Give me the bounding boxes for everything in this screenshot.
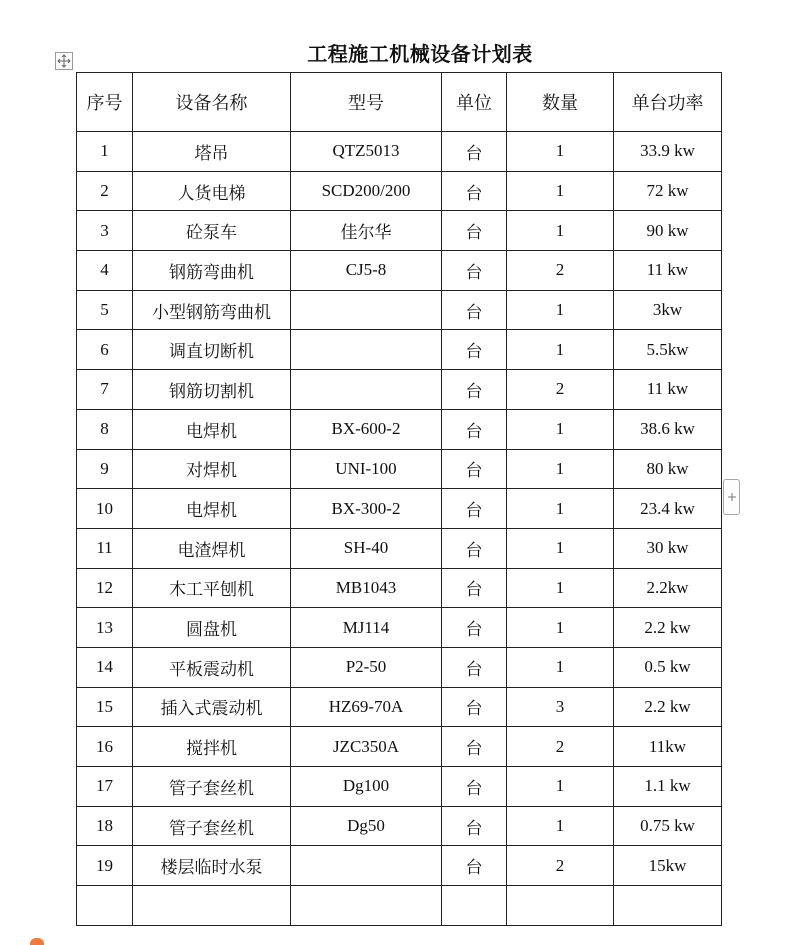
cell-name[interactable] (133, 886, 291, 926)
cell-name[interactable]: 搅拌机 (133, 727, 291, 767)
table-row (77, 687, 722, 727)
cell-power[interactable]: 11 kw (614, 370, 722, 410)
cell-qty[interactable]: 1 (507, 806, 614, 846)
cell-name[interactable]: 小型钢筋弯曲机 (133, 290, 291, 330)
cell-name[interactable]: 电焊机 (133, 409, 291, 449)
header-unit[interactable]: 单位 (442, 73, 507, 132)
cell-qty[interactable]: 1 (507, 647, 614, 687)
move-handle-icon (57, 54, 71, 68)
cell-unit[interactable]: 台 (442, 211, 507, 251)
cell-unit[interactable]: 台 (442, 568, 507, 608)
cell-name[interactable]: 砼泵车 (133, 211, 291, 251)
cell-name[interactable]: 管子套丝机 (133, 806, 291, 846)
cell-unit[interactable]: 台 (442, 290, 507, 330)
header-name[interactable]: 设备名称 (133, 73, 291, 132)
cell-no[interactable]: 5 (77, 290, 133, 330)
cell-power[interactable]: 2.2 kw (614, 687, 722, 727)
cell-qty[interactable]: 3 (507, 687, 614, 727)
header-power[interactable]: 单台功率 (614, 73, 722, 132)
table-row (77, 608, 722, 648)
table-row (77, 727, 722, 767)
cell-power[interactable] (614, 886, 722, 926)
header-qty[interactable]: 数量 (507, 73, 614, 132)
table-row (77, 647, 722, 687)
cell-model[interactable] (291, 886, 442, 926)
cell-qty[interactable]: 1 (507, 489, 614, 529)
table-row (77, 290, 722, 330)
table-row (77, 767, 722, 807)
cell-qty[interactable]: 1 (507, 528, 614, 568)
cell-unit[interactable]: 台 (442, 370, 507, 410)
cell-no[interactable]: 12 (77, 568, 133, 608)
cell-unit[interactable]: 台 (442, 608, 507, 648)
cell-model[interactable] (291, 290, 442, 330)
cell-power[interactable]: 72 kw (614, 171, 722, 211)
cell-no[interactable]: 7 (77, 370, 133, 410)
cell-name[interactable]: 塔吊 (133, 132, 291, 172)
cell-model[interactable]: BX-300-2 (291, 489, 442, 529)
cell-model[interactable]: CJ5-8 (291, 251, 442, 291)
cell-qty[interactable]: 1 (507, 449, 614, 489)
cell-model[interactable]: Dg100 (291, 767, 442, 807)
cell-model[interactable]: JZC350A (291, 727, 442, 767)
cell-name[interactable]: 管子套丝机 (133, 767, 291, 807)
cell-model[interactable]: BX-600-2 (291, 409, 442, 449)
table-row (77, 132, 722, 172)
cell-model[interactable] (291, 330, 442, 370)
table-row (77, 251, 722, 291)
cell-model[interactable]: Dg50 (291, 806, 442, 846)
cell-no[interactable]: 11 (77, 528, 133, 568)
cell-no[interactable]: 8 (77, 409, 133, 449)
cell-no[interactable]: 17 (77, 767, 133, 807)
cell-unit[interactable]: 台 (442, 489, 507, 529)
cell-no[interactable]: 6 (77, 330, 133, 370)
cell-qty[interactable]: 1 (507, 132, 614, 172)
corner-indicator (30, 938, 44, 945)
cell-no[interactable]: 1 (77, 132, 133, 172)
cell-power[interactable]: 11 kw (614, 251, 722, 291)
cell-no[interactable]: 4 (77, 251, 133, 291)
table-row (77, 211, 722, 251)
cell-qty[interactable]: 1 (507, 171, 614, 211)
cell-no[interactable]: 13 (77, 608, 133, 648)
cell-no[interactable]: 2 (77, 171, 133, 211)
cell-no[interactable]: 15 (77, 687, 133, 727)
cell-qty[interactable]: 2 (507, 727, 614, 767)
cell-name[interactable]: 木工平刨机 (133, 568, 291, 608)
cell-unit[interactable]: 台 (442, 767, 507, 807)
cell-name[interactable]: 对焊机 (133, 449, 291, 489)
cell-power[interactable]: 15kw (614, 846, 722, 886)
cell-name[interactable]: 电渣焊机 (133, 528, 291, 568)
cell-power[interactable]: 0.75 kw (614, 806, 722, 846)
cell-model[interactable] (291, 846, 442, 886)
cell-model[interactable]: 佳尔华 (291, 211, 442, 251)
cell-model[interactable]: MB1043 (291, 568, 442, 608)
cell-model[interactable]: UNI-100 (291, 449, 442, 489)
cell-no[interactable]: 14 (77, 647, 133, 687)
cell-no[interactable]: 18 (77, 806, 133, 846)
cell-qty[interactable] (507, 886, 614, 926)
table-row (77, 568, 722, 608)
cell-qty[interactable]: 1 (507, 767, 614, 807)
table-row (77, 846, 722, 886)
cell-qty[interactable]: 1 (507, 608, 614, 648)
cell-qty[interactable]: 1 (507, 409, 614, 449)
cell-unit[interactable]: 台 (442, 727, 507, 767)
table-row (77, 886, 722, 926)
cell-name[interactable]: 插入式震动机 (133, 687, 291, 727)
cell-name[interactable]: 人货电梯 (133, 171, 291, 211)
cell-power[interactable]: 33.9 kw (614, 132, 722, 172)
cell-power[interactable]: 23.4 kw (614, 489, 722, 529)
table-row (77, 528, 722, 568)
add-column-button[interactable] (723, 479, 740, 515)
cell-unit[interactable]: 台 (442, 132, 507, 172)
cell-power[interactable]: 2.2kw (614, 568, 722, 608)
cell-unit[interactable]: 台 (442, 409, 507, 449)
cell-power[interactable]: 80 kw (614, 449, 722, 489)
table-body (77, 132, 722, 926)
cell-name[interactable]: 调直切断机 (133, 330, 291, 370)
table-row (77, 409, 722, 449)
cell-no[interactable]: 19 (77, 846, 133, 886)
cell-model[interactable]: P2-50 (291, 647, 442, 687)
cell-no[interactable]: 3 (77, 211, 133, 251)
cell-qty[interactable]: 2 (507, 846, 614, 886)
cell-unit[interactable]: 台 (442, 687, 507, 727)
cell-power[interactable]: 5.5kw (614, 330, 722, 370)
cell-no[interactable] (77, 886, 133, 926)
header-no[interactable]: 序号 (77, 73, 133, 132)
table-row (77, 330, 722, 370)
cell-unit[interactable]: 台 (442, 330, 507, 370)
cell-model[interactable] (291, 370, 442, 410)
cell-qty[interactable]: 2 (507, 251, 614, 291)
cell-name[interactable]: 钢筋切割机 (133, 370, 291, 410)
table-move-handle[interactable] (55, 52, 73, 70)
cell-name[interactable]: 钢筋弯曲机 (133, 251, 291, 291)
cell-unit[interactable]: 台 (442, 251, 507, 291)
header-model[interactable]: 型号 (291, 73, 442, 132)
cell-no[interactable]: 9 (77, 449, 133, 489)
cell-power[interactable]: 90 kw (614, 211, 722, 251)
table-row (77, 171, 722, 211)
cell-unit[interactable] (442, 886, 507, 926)
cell-unit[interactable]: 台 (442, 647, 507, 687)
cell-name[interactable]: 电焊机 (133, 489, 291, 529)
cell-power[interactable]: 1.1 kw (614, 767, 722, 807)
cell-model[interactable]: SH-40 (291, 528, 442, 568)
cell-no[interactable]: 16 (77, 727, 133, 767)
cell-model[interactable]: MJ114 (291, 608, 442, 648)
cell-unit[interactable]: 台 (442, 449, 507, 489)
cell-model[interactable]: SCD200/200 (291, 171, 442, 211)
table-row (77, 489, 722, 529)
cell-power[interactable]: 2.2 kw (614, 608, 722, 648)
add-row-icon (727, 492, 737, 502)
cell-qty[interactable]: 1 (507, 290, 614, 330)
cell-power[interactable]: 30 kw (614, 528, 722, 568)
cell-power[interactable]: 0.5 kw (614, 647, 722, 687)
cell-power[interactable]: 38.6 kw (614, 409, 722, 449)
cell-model[interactable]: QTZ5013 (291, 132, 442, 172)
table-header-row (77, 73, 722, 132)
cell-name[interactable]: 楼层临时水泵 (133, 846, 291, 886)
cell-no[interactable]: 10 (77, 489, 133, 529)
cell-qty[interactable]: 1 (507, 211, 614, 251)
cell-power[interactable]: 11kw (614, 727, 722, 767)
cell-unit[interactable]: 台 (442, 528, 507, 568)
cell-qty[interactable]: 1 (507, 568, 614, 608)
cell-model[interactable]: HZ69-70A (291, 687, 442, 727)
cell-power[interactable]: 3kw (614, 290, 722, 330)
equipment-table (76, 72, 722, 926)
table-row (77, 449, 722, 489)
table-row (77, 370, 722, 410)
table-row (77, 806, 722, 846)
cell-name[interactable]: 平板震动机 (133, 647, 291, 687)
cell-name[interactable]: 圆盘机 (133, 608, 291, 648)
cell-unit[interactable]: 台 (442, 806, 507, 846)
cell-qty[interactable]: 1 (507, 330, 614, 370)
cell-unit[interactable]: 台 (442, 171, 507, 211)
cell-qty[interactable]: 2 (507, 370, 614, 410)
cell-unit[interactable]: 台 (442, 846, 507, 886)
page-title: 工程施工机械设备计划表 (307, 42, 533, 66)
